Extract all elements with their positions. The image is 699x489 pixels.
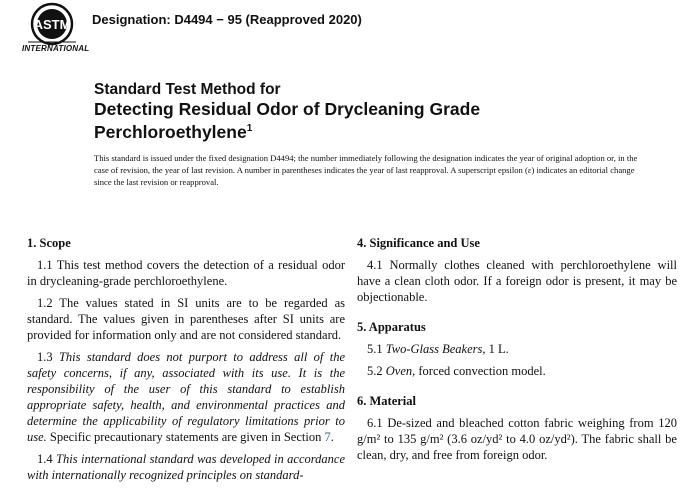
paragraph-5-2-italic: Oven, xyxy=(385,364,416,378)
logo-international-label: INTERNATIONAL xyxy=(22,44,90,53)
paragraph-5-2 xyxy=(357,363,677,379)
title-line-1: Standard Test Method for xyxy=(94,81,281,98)
document-title xyxy=(94,80,480,142)
logo-letters: ASTM xyxy=(33,17,71,32)
paragraph-5-1-italic: Two-Glass Beakers, xyxy=(385,342,486,356)
section-apparatus-heading: 5. Apparatus xyxy=(357,320,426,334)
paragraph-1-2: 1.2 The values stated in SI units are to be regarded as standard. The values given in parentheses after SI units are provided for information only and are not considered standard. xyxy=(27,296,345,342)
paragraph-5-1-rest: 1 L. xyxy=(488,342,509,356)
paragraph-1-3-italic: This standard does not purport to address all of the safety concerns, if any, associated with its use. It is the responsibility of the user of this standard to establish appropriate safety, health, and environmental practices and determine the applicability of regulatory limitations prior to use. xyxy=(27,350,345,444)
paragraph-4-1: 4.1 Normally clothes cleaned with perchloroethylene will have a clean cloth odor. If a foreign odor is present, it may be objectionable. xyxy=(357,258,677,304)
section-7-link[interactable]: 7 xyxy=(324,430,331,444)
section-significance-heading: 4. Significance and Use xyxy=(357,236,480,250)
paragraph-1-4-italic: This international standard was developed in accordance with internationally recognized principles on standard- xyxy=(27,452,345,482)
title-line-3 xyxy=(94,119,480,142)
paragraph-1-3: 1.3 This standard does not purport to address all of the safety concerns, if any, associated with its use. It is the responsibility of the user of this standard to establish appropriate safety, health, and environmental practices and determine the applicability of regulatory limitations prior to use. Specific precautionary statements are given in Section 7. xyxy=(27,350,345,444)
paragraph-1-3-tail: Specific precautionary statements are given in Section xyxy=(49,430,322,444)
designation: Designation: D4494 − 95 (Reapproved 2020) xyxy=(92,12,362,27)
paragraph-5-1 xyxy=(357,341,677,357)
paragraph-5-2-rest: forced convection model. xyxy=(418,364,546,378)
right-column xyxy=(357,235,677,469)
paragraph-5-1-number: 5.1 xyxy=(367,342,383,356)
left-column xyxy=(27,235,345,489)
section-material-heading: 6. Material xyxy=(357,394,417,408)
paragraph-1-1: 1.1 This test method covers the detection of a residual odor in drycleaning-grade perchloroethylene. xyxy=(27,258,345,288)
standard-notice: This standard is issued under the fixed designation D4494; the number immediately following the designation indicates the year of original adoption or, in the case of revision, the year of last revision. A number in parentheses indicates the year of last reapproval. A superscript epsilon (ε) indicates an editorial change since the last revision or reapproval. xyxy=(94,153,638,187)
paragraph-1-4 xyxy=(27,451,345,483)
title-line-3-text: Perchloroethylene xyxy=(94,121,247,142)
title-line-2: Detecting Residual Odor of Drycleaning Grade xyxy=(94,99,481,119)
title-footnote-mark: 1 xyxy=(246,123,253,134)
paragraph-5-2-number: 5.2 xyxy=(367,364,383,378)
paragraph-1-4-number: 1.4 xyxy=(37,452,53,466)
section-scope-heading: 1. Scope xyxy=(27,236,71,250)
paragraph-1-3-number: 1.3 xyxy=(37,350,53,364)
paragraph-6-1: 6.1 De-sized and bleached cotton fabric weighing from 120 g/m² to 135 g/m² (3.6 oz/yd² to 4.0 oz/yd²). The fabric shall be clean, dry, and free from foreign odor. xyxy=(357,416,677,462)
